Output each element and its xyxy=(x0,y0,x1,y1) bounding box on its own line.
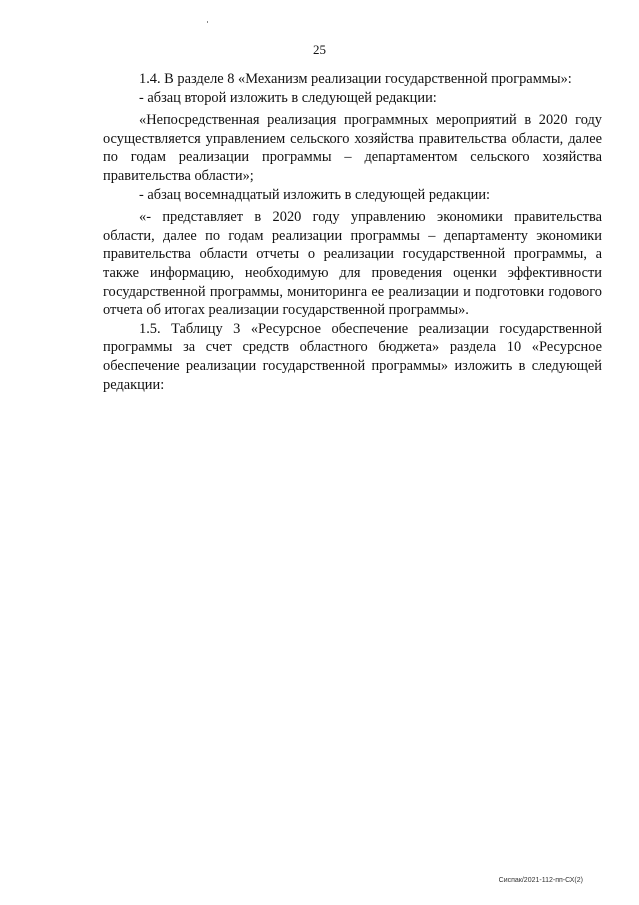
document-code-footer: Сиспак/2021-112-пп-СХ(2) xyxy=(498,877,583,884)
page-number: 25 xyxy=(313,42,326,57)
scan-speck xyxy=(207,21,208,23)
document-body xyxy=(103,70,602,394)
paragraph-eighteenth-clause-instruction: - абзац восемнадцатый изложить в следующей редакции: xyxy=(139,186,491,203)
paragraph-second-clause-text: «Непосредственная реализация программных мероприятий в 2020 году осуществляется управлением сельского хозяйства правительства области, далее по годам реализации программы – департаментом сельского хозяйства правительства области»; xyxy=(103,112,602,184)
paragraph-second-clause-instruction: - абзац второй изложить в следующей редакции: xyxy=(139,89,437,106)
paragraph-eighteenth-clause-text: «- представляет в 2020 году управлению экономики правительства области, далее по годам реализации программы – департаменту экономики правительства области отчеты о реализации государственной программы, а также информацию, необходимую для проведения оценки эффективности государственной программы, мониторинга ее реализации и подготовки годового отчета об итогах реализации государственной программы». xyxy=(103,209,602,319)
paragraph-section-8-heading: 1.4. В разделе 8 «Механизм реализации государственной программы»: xyxy=(139,71,572,87)
paragraph-table-3-instruction: 1.5. Таблицу 3 «Ресурсное обеспечение реализации государственной программы за счет средств областного бюджета» раздела 10 «Ресурсное обеспечение реализации государственной программы» изложить в следующей редакции: xyxy=(103,320,602,393)
